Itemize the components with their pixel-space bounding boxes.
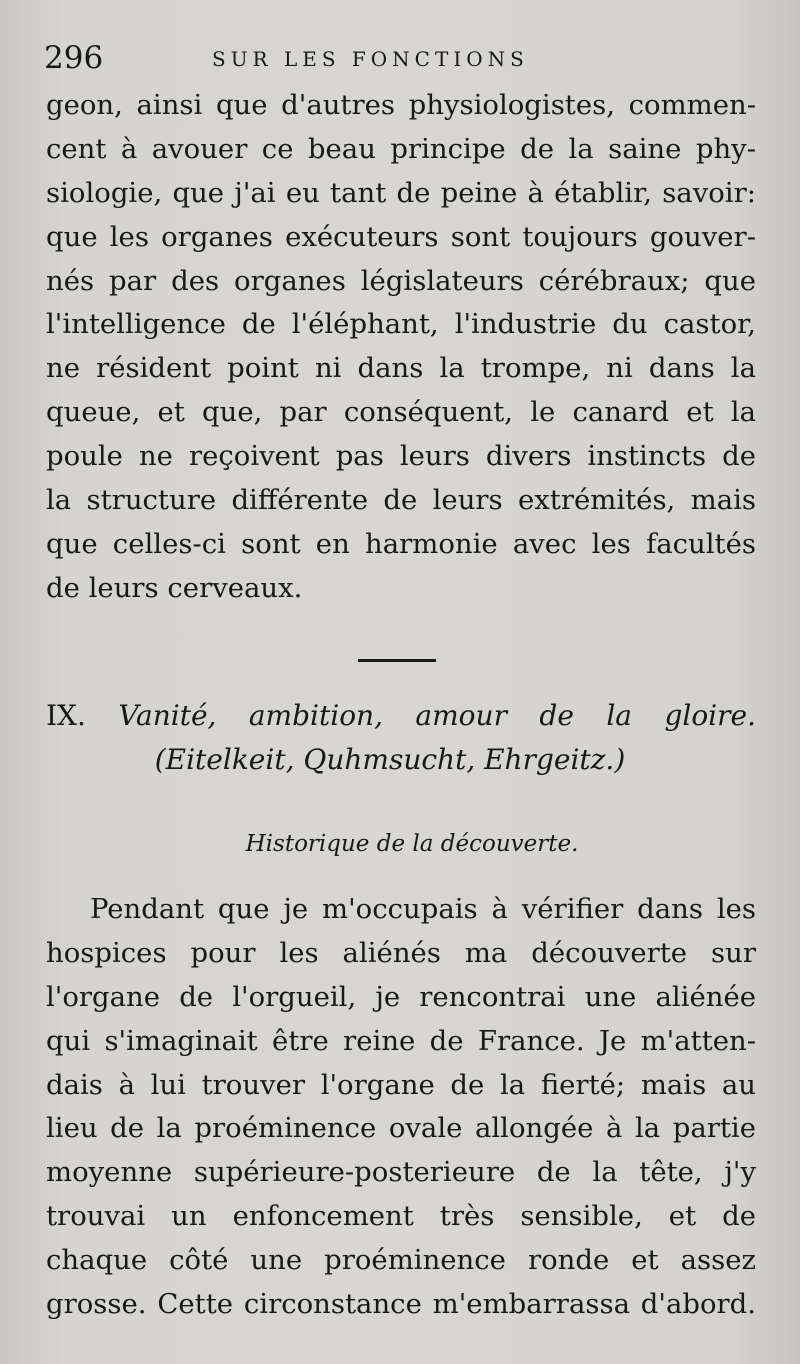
text-line: que celles-ci sont en harmonie avec les facultés — [46, 527, 756, 560]
text-line: moyenne supérieure-posterieure de la tête, j'y — [46, 1156, 756, 1189]
section-title: Vanité, ambition, amour de la gloire. — [118, 699, 756, 732]
page-number: 296 — [44, 40, 104, 76]
text-line: geon, ainsi que d'autres physiologistes, commen- — [46, 89, 756, 121]
text-line: nés par des organes législateurs cérébraux; que — [46, 264, 756, 297]
text-line: la structure différente de leurs extrémités, mais — [46, 484, 756, 517]
text-line: qui s'imaginait être reine de France. Je m'atten- — [46, 1024, 756, 1057]
text-line: cent à avouer ce beau principe de la saine phy- — [46, 132, 756, 165]
running-title: SUR LES FONCTIONS — [212, 47, 529, 71]
section-divider — [358, 659, 436, 662]
section-heading — [46, 694, 756, 782]
running-head — [44, 38, 756, 78]
text-line: ne résident point ni dans la trompe, ni dans la — [46, 352, 756, 385]
text-line: Pendant que je m'occupais à vérifier dans les — [90, 893, 756, 925]
section-title-line — [46, 694, 756, 738]
text-line: siologie, que j'ai eu tant de peine à établir, savoir: — [46, 176, 756, 209]
text-line: dais à lui trouver l'organe de la fierté; mais au — [46, 1068, 756, 1101]
text-line: l'organe de l'orgueil, je rencontrai une aliénée — [46, 980, 756, 1013]
text-line: chaque côté une proéminence ronde et assez — [46, 1244, 756, 1277]
text-line: trouvai un enfoncement très sensible, et de — [46, 1200, 756, 1233]
text-line: l'intelligence de l'éléphant, l'industrie du castor, — [46, 308, 756, 341]
section-numeral: IX. — [46, 699, 86, 732]
text-line: grosse. Cette circonstance m'embarrassa d'abord. — [46, 1288, 756, 1321]
text-line: hospices pour les aliénés ma découverte sur — [46, 936, 756, 969]
text-line: de leurs cerveaux. — [46, 571, 303, 604]
paragraph-bottom — [46, 932, 756, 1327]
subheading: Historique de la découverte. — [245, 831, 579, 857]
paragraph-top — [46, 84, 756, 611]
section-translation: (Eitelkeit, Quhmsucht, Ehrgeitz.) — [154, 743, 626, 776]
text-line: poule ne reçoivent pas leurs divers instincts de — [46, 440, 756, 473]
text-line: queue, et que, par conséquent, le canard et la — [46, 396, 756, 429]
paragraph-bottom-first — [90, 888, 756, 932]
text-line: lieu de la proéminence ovale allongée à la partie — [46, 1112, 756, 1145]
text-line: que les organes exécuteurs sont toujours gouver- — [46, 220, 756, 253]
